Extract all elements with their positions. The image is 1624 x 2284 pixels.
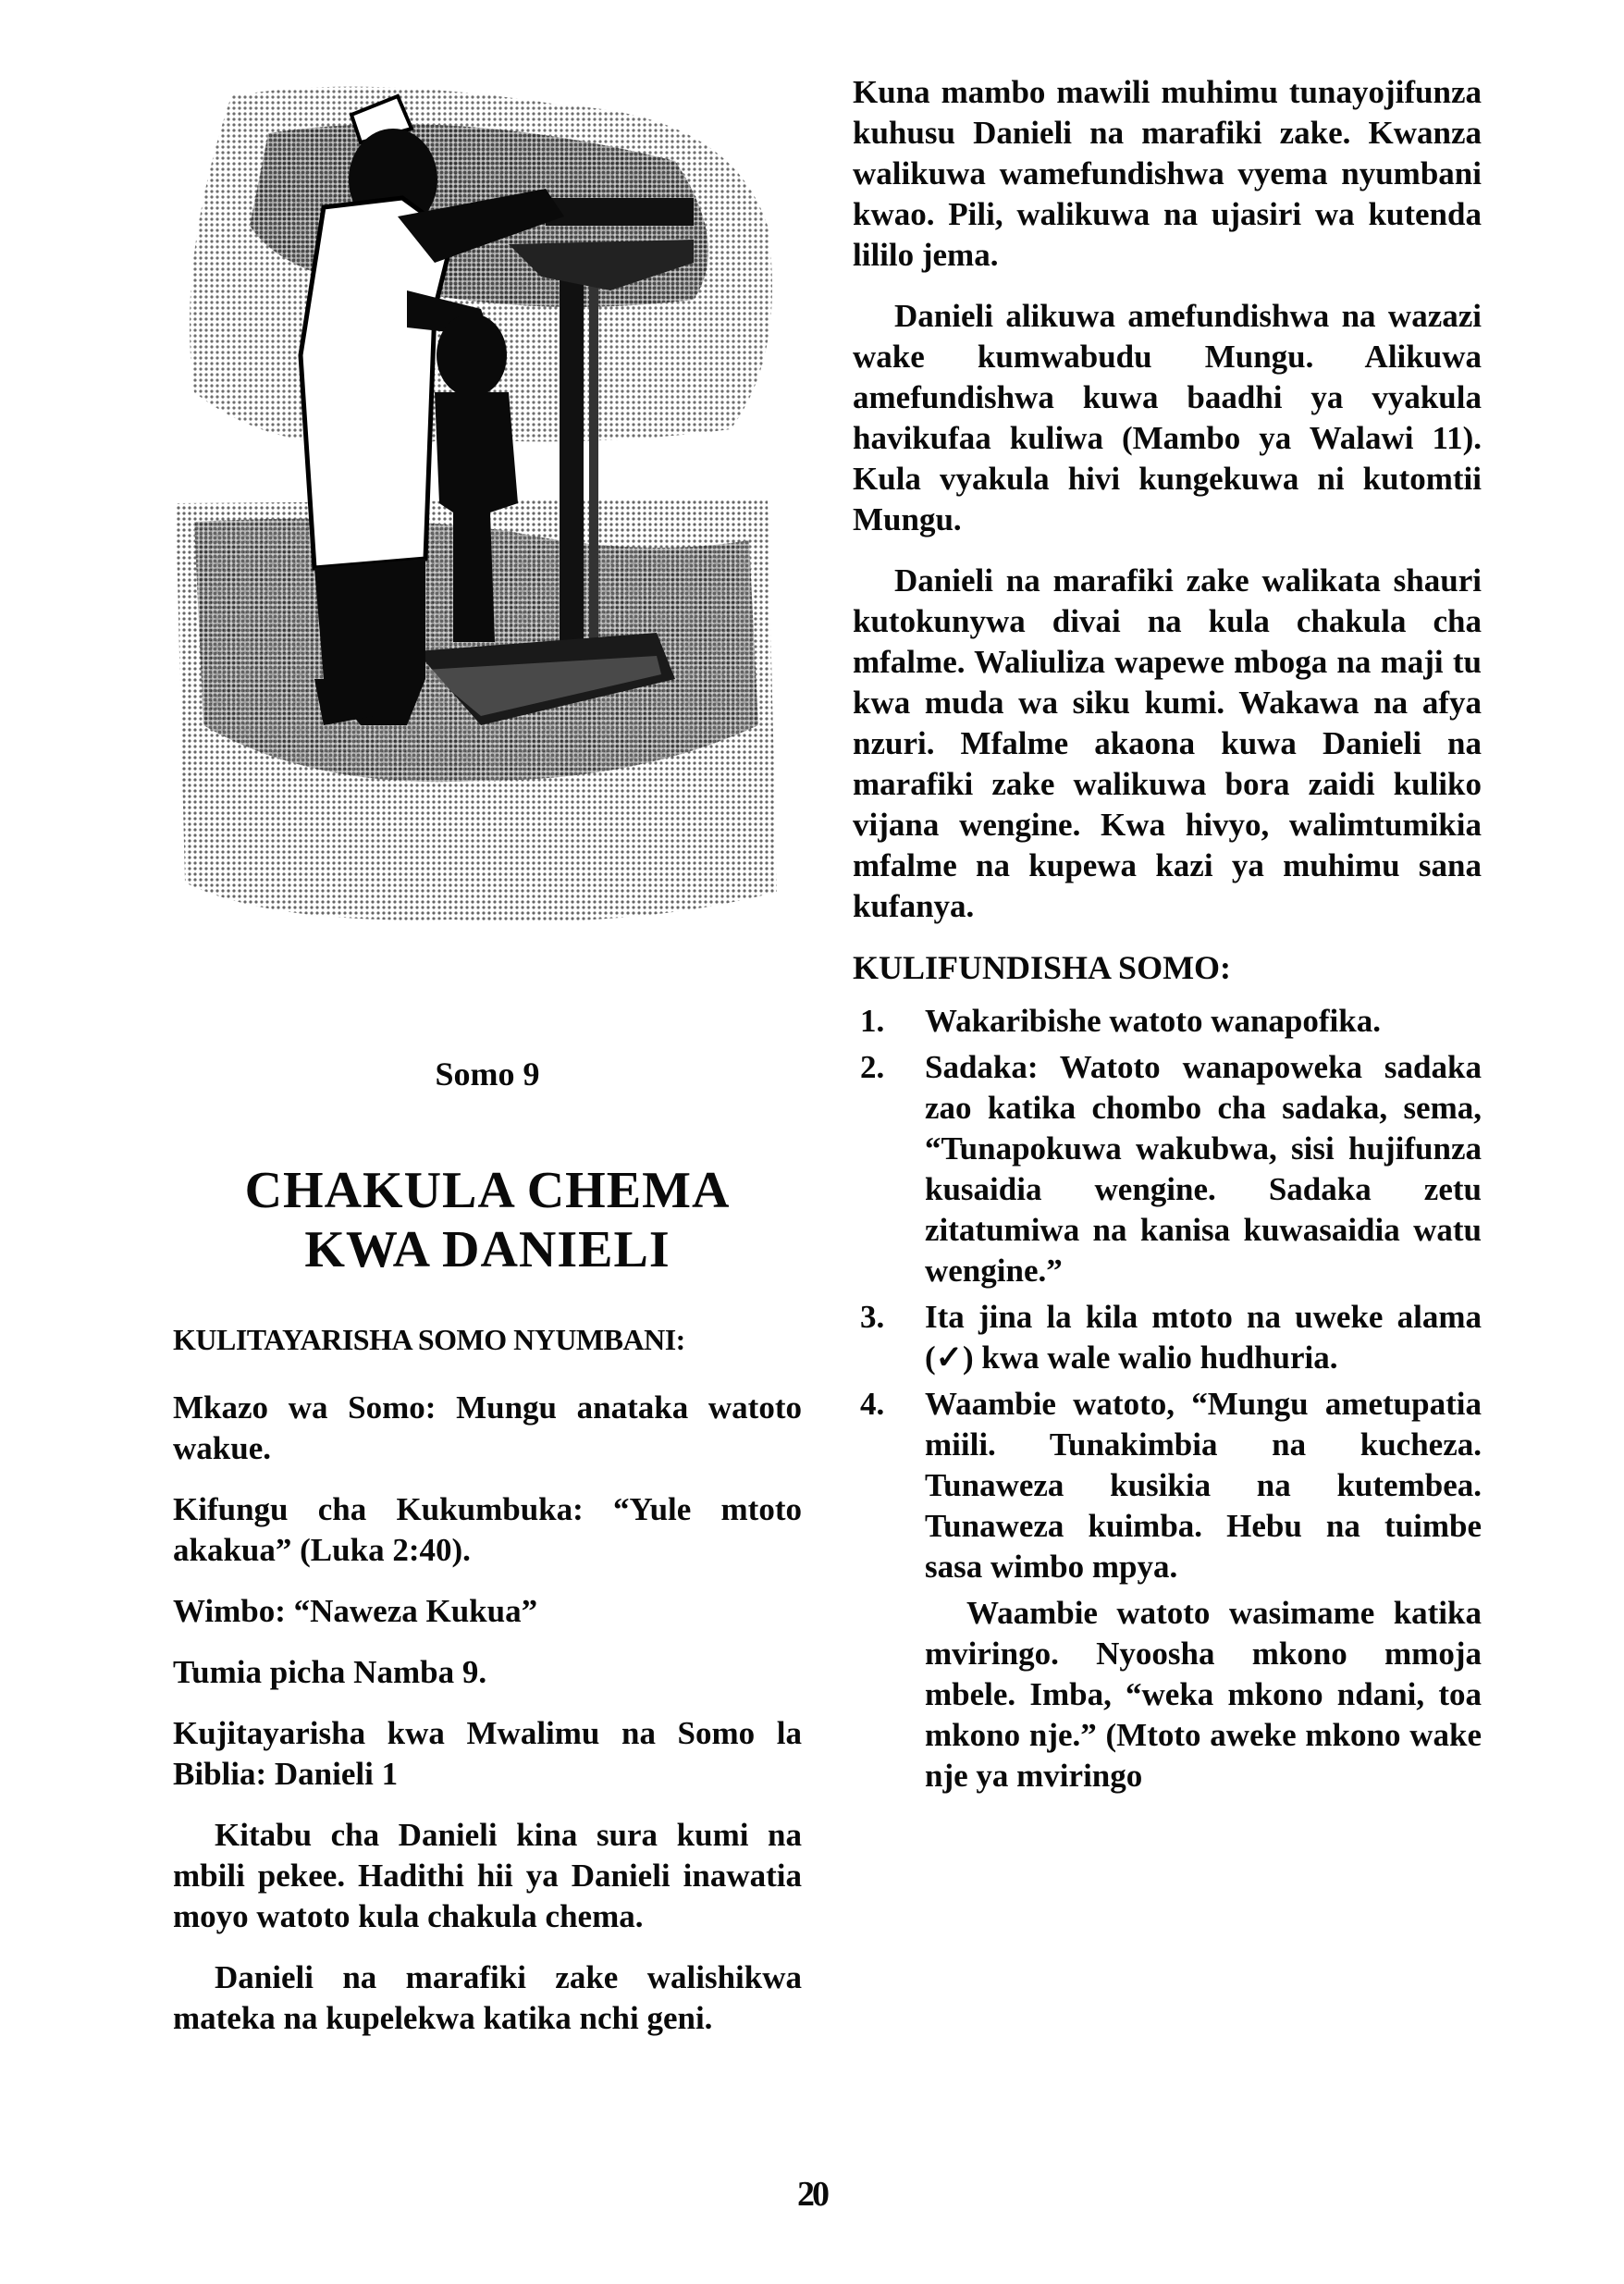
right-paragraph-1: Kuna mambo mawili muhimu tunayojifunza kuhusu Danieli na marafiki zake. Kwanza walikuwa wamefundishwa vyema nyumbani kwao. Pili, walikuwa na ujasiri wa kutenda lililo jema. bbox=[853, 74, 1482, 273]
lesson-emphasis-label: Mkazo wa Somo: bbox=[173, 1389, 437, 1426]
lesson-title-line-2: KWA DANIELI bbox=[304, 1221, 671, 1278]
left-paragraph-1: Kitabu cha Danieli kina sura kumi na mbili pekee. Hadithi hii ya Danieli inawatia moyo watoto kula chakula chema. bbox=[173, 1817, 802, 1934]
teaching-heading: KULIFUNDISHA SOMO: bbox=[853, 949, 1232, 986]
step-text: Sadaka: Watoto wanapoweka sadaka zao katika chombo cha sadaka, sema, “Tunapokuwa wakubwa, sisi hujifunza kusaidia wengine. Sadaka zetu zitatumiwa na kanisa kuwasaidia watu wengine.” bbox=[925, 1049, 1482, 1289]
lesson-number: Somo 9 bbox=[435, 1056, 540, 1093]
lesson-title-line-1: CHAKULA CHEMA bbox=[244, 1162, 731, 1219]
step-4-continuation: Waambie watoto wasimame katika mviringo. Nyoosha mkono mmoja mbele. Imba, “weka mkono ndani, toa mkono nje.” (Mtoto aweke mkono wake nje ya mviringo bbox=[925, 1595, 1482, 1794]
lesson-emphasis-text: Mungu anataka watoto wakue. bbox=[173, 1389, 802, 1466]
teaching-steps bbox=[853, 1001, 1482, 1587]
step-text: Ita jina la kila mtoto na uweke alama (✓) kwa wale walio hudhuria. bbox=[925, 1299, 1482, 1376]
teaching-step bbox=[853, 1297, 1482, 1378]
step-number: 2. bbox=[860, 1049, 885, 1085]
right-column-text bbox=[853, 72, 1482, 1817]
prep-heading: KULITAYARISHA SOMO NYUMBANI: bbox=[173, 1323, 685, 1356]
teaching-step bbox=[853, 1001, 1482, 1042]
left-column-text bbox=[173, 1388, 802, 2059]
right-paragraph-3: Danieli na marafiki zake walikata shauri kutokunywa divai na kula chakula cha mfalme. Waliuliza wapewe mboga na maji tu kwa muda wa siku kumi. Wakawa na afya nzuri. Mfalme akaona kuwa Danieli na marafiki zake walikuwa bora zaidi kuliko vijana wengine. Kwa hivyo, walimtumikia mfalme na kupewa kazi ya muhimu sana kufanya. bbox=[853, 562, 1482, 924]
teacher-preparation-text: Danieli 1 bbox=[266, 1756, 399, 1792]
page-number: 20 bbox=[797, 2175, 827, 2214]
step-text: Waambie watoto, “Mungu ametupatia miili. Tunakimbia na kucheza. Tunaweza kusikia na kutembea. Tunaweza kuimba. Hebu na tuimbe sasa wimbo mpya. bbox=[925, 1386, 1482, 1585]
memory-verse-label: Kifungu cha Kukumbuka: bbox=[173, 1491, 584, 1527]
right-paragraph-2: Danieli alikuwa amefundishwa na wazazi wake kumwabudu Mungu. Alikuwa amefundishwa kuwa baadhi ya vyakula havikufaa kuliwa (Mambo ya Walawi 11). Kula vyakula hivi kungekuwa ni kutomtii Mungu. bbox=[853, 298, 1482, 537]
step-text: Wakaribishe watoto wanapofika. bbox=[925, 1003, 1381, 1039]
memory-verse bbox=[173, 1489, 802, 1571]
picture-reference: Tumia picha Namba 9. bbox=[173, 1654, 487, 1690]
step-number: 3. bbox=[860, 1299, 885, 1335]
lesson-title bbox=[173, 1161, 802, 1279]
left-paragraph-2: Danieli na marafiki zake walishikwa mateka na kupelekwa katika nchi geni. bbox=[173, 1959, 802, 2036]
step-number: 1. bbox=[860, 1003, 885, 1039]
teacher-preparation-label: Kujitayarisha kwa Mwalimu na Somo la Biblia: bbox=[173, 1715, 802, 1792]
step-number: 4. bbox=[860, 1386, 885, 1422]
teacher-preparation bbox=[173, 1713, 802, 1795]
lesson-emphasis bbox=[173, 1388, 802, 1469]
teaching-step bbox=[853, 1384, 1482, 1587]
teaching-step bbox=[853, 1047, 1482, 1291]
song: Wimbo: “Naweza Kukua” bbox=[173, 1593, 538, 1629]
memory-verse-text: “Yule mtoto akakua” (Luka 2:40). bbox=[173, 1491, 802, 1568]
nurse-weighing-child-illustration bbox=[176, 78, 795, 938]
